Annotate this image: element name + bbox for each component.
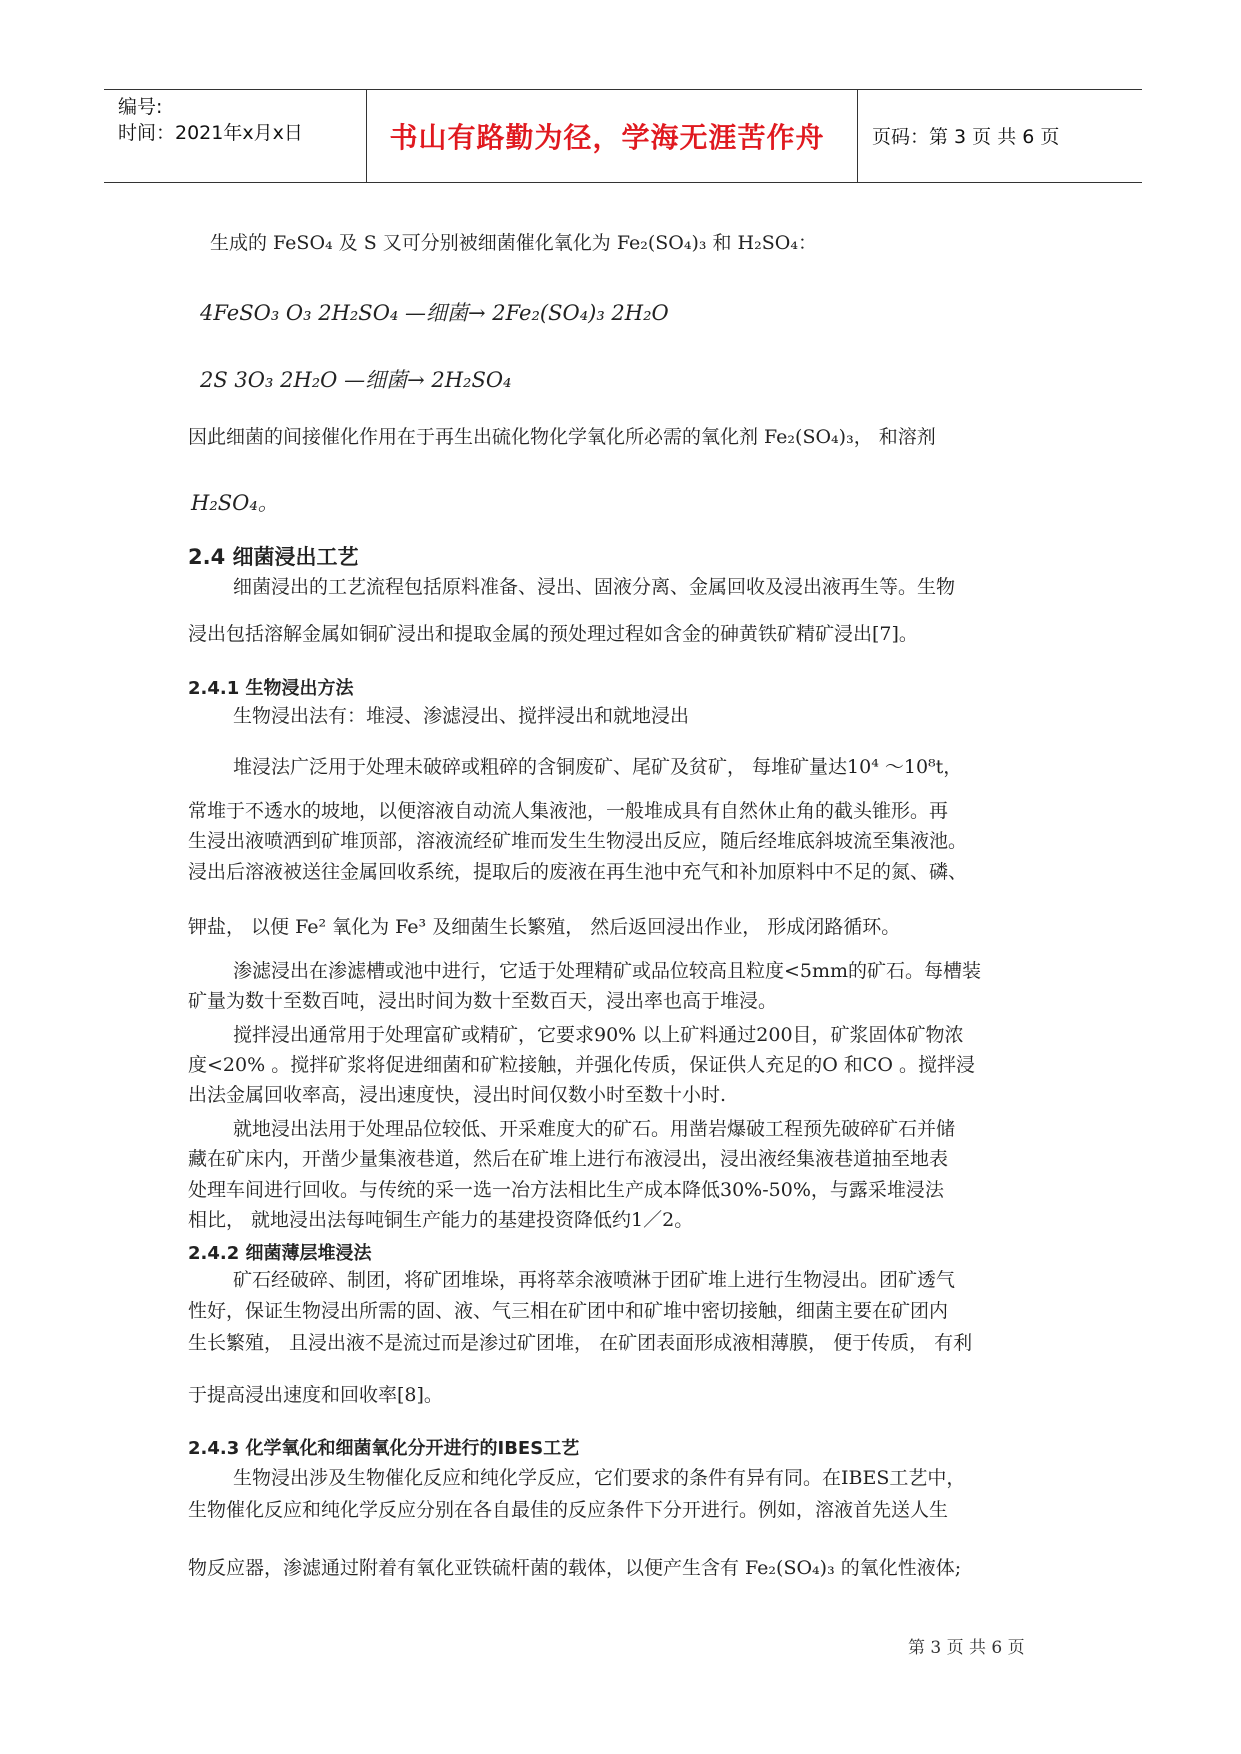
number-label: 编号: bbox=[118, 96, 163, 118]
paragraph-line: 浸出后溶液被送往金属回收系统，提取后的废液在再生池中充气和补加原料中不足的氮、磷、 bbox=[188, 861, 968, 883]
paragraph-line: 生物浸出法有：堆浸、渗滤浸出、搅拌浸出和就地浸出 bbox=[233, 705, 690, 727]
equation-2: 2S 3O₃ 2H₂O —细菌→ 2H₂SO₄ bbox=[200, 368, 512, 392]
paragraph-line: 生物浸出涉及生物催化反应和纯化学反应，它们要求的条件有异有同。在IBES工艺中， bbox=[233, 1467, 966, 1489]
section-heading-2-4-2: 2.4.2 细菌薄层堆浸法 bbox=[188, 1243, 372, 1264]
header-page-label: 页码：第 3 页 共 6 页 bbox=[872, 126, 1060, 148]
page-header bbox=[104, 89, 1142, 183]
paragraph-line: 生浸出液喷洒到矿堆顶部，溶液流经矿堆而发生生物浸出反应，随后经堆底斜坡流至集液池。 bbox=[188, 830, 968, 852]
paragraph-line: 常堆于不透水的坡地，以便溶液自动流人集液池，一般堆成具有自然休止角的截头锥形。再 bbox=[188, 800, 949, 822]
paragraph-line: 搅拌浸出通常用于处理富矿或精矿，它要求90% 以上矿料通过200目，矿浆固体矿物浓 bbox=[233, 1024, 964, 1046]
section-heading-2-4-1: 2.4.1 生物浸出方法 bbox=[188, 678, 354, 699]
paragraph-line: 物反应器，渗滤通过附着有氧化亚铁硫杆菌的载体，以便产生含有 Fe₂(SO₄)₃ 的氧化性液体; bbox=[188, 1557, 962, 1579]
section-heading-2-4: 2.4 细菌浸出工艺 bbox=[188, 545, 359, 569]
page-footer: 第 3 页 共 6 页 bbox=[908, 1638, 1025, 1658]
paragraph-line: 就地浸出法用于处理品位较低、开采难度大的矿石。用凿岩爆破工程预先破碎矿石并储 bbox=[233, 1118, 956, 1140]
paragraph-line: H₂SO₄。 bbox=[191, 491, 279, 515]
paragraph-line: 钾盐， 以便 Fe² 氧化为 Fe³ 及细菌生长繁殖， 然后返回浸出作业， 形成闭路循环。 bbox=[188, 916, 901, 938]
equation-1: 4FeSO₃ O₃ 2H₂SO₄ —细菌→ 2Fe₂(SO₄)₃ 2H₂O bbox=[200, 301, 669, 325]
paragraph-line: 矿量为数十至数百吨，浸出时间为数十至数百天，浸出率也高于堆浸。 bbox=[188, 990, 778, 1012]
paragraph-line: 矿石经破碎、制团，将矿团堆垛，再将萃余液喷淋于团矿堆上进行生物浸出。团矿透气 bbox=[233, 1269, 956, 1291]
header-meta bbox=[118, 94, 303, 146]
paragraph-line: 生物催化反应和纯化学反应分别在各自最佳的反应条件下分开进行。例如，溶液首先送人生 bbox=[188, 1499, 949, 1521]
paragraph-line: 生成的 FeSO₄ 及 S 又可分别被细菌催化氧化为 Fe₂(SO₄)₃ 和 H₂SO₄： bbox=[210, 232, 817, 254]
paragraph-line: 出法金属回收率高，浸出速度快，浸出时间仅数小时至数十小时. bbox=[188, 1084, 727, 1106]
paragraph-line: 渗滤浸出在渗滤槽或池中进行，它适于处理精矿或品位较高且粒度<5mm的矿石。每槽装 bbox=[233, 960, 982, 982]
paragraph-line: 于提高浸出速度和回收率[8]。 bbox=[188, 1384, 443, 1406]
paragraph-line: 度<20% 。搅拌矿浆将促进细菌和矿粒接触，并强化传质，保证供人充足的O 和CO 。搅拌浸 bbox=[188, 1054, 975, 1076]
paragraph-line: 浸出包括溶解金属如铜矿浸出和提取金属的预处理过程如含金的砷黄铁矿精矿浸出[7]。 bbox=[188, 623, 918, 645]
paragraph-line: 细菌浸出的工艺流程包括原料准备、浸出、固液分离、金属回收及浸出液再生等。生物 bbox=[233, 576, 956, 598]
paragraph-line: 因此细菌的间接催化作用在于再生出硫化物化学氧化所必需的氧化剂 Fe₂(SO₄)₃， 和溶剂 bbox=[188, 426, 936, 448]
paragraph-line: 处理车间进行回收。与传统的采一选一冶方法相比生产成本降低30%-50%，与露采堆浸法 bbox=[188, 1179, 944, 1201]
section-heading-2-4-3: 2.4.3 化学氧化和细菌氧化分开进行的IBES工艺 bbox=[188, 1438, 580, 1459]
paragraph-line: 生长繁殖， 且浸出液不是流过而是渗过矿团堆， 在矿团表面形成液相薄膜， 便于传质， 有利 bbox=[188, 1332, 973, 1354]
header-divider bbox=[857, 90, 858, 182]
paragraph-line: 性好，保证生物浸出所需的固、液、气三相在矿团中和矿堆中密切接触，细菌主要在矿团内 bbox=[188, 1300, 949, 1322]
paragraph-line: 相比， 就地浸出法每吨铜生产能力的基建投资降低约1／2。 bbox=[188, 1209, 694, 1231]
header-motto: 书山有路勤为径，学海无涯苦作舟 bbox=[389, 121, 825, 154]
paragraph-line: 藏在矿床内，开凿少量集液巷道，然后在矿堆上进行布液浸出，浸出液经集液巷道抽至地表 bbox=[188, 1148, 949, 1170]
time-label: 时间：2021年x月x日 bbox=[118, 122, 303, 144]
paragraph-line: 堆浸法广泛用于处理未破碎或粗碎的含铜废矿、尾矿及贫矿， 每堆矿量达10⁴ ～10⁸t， bbox=[233, 756, 963, 778]
